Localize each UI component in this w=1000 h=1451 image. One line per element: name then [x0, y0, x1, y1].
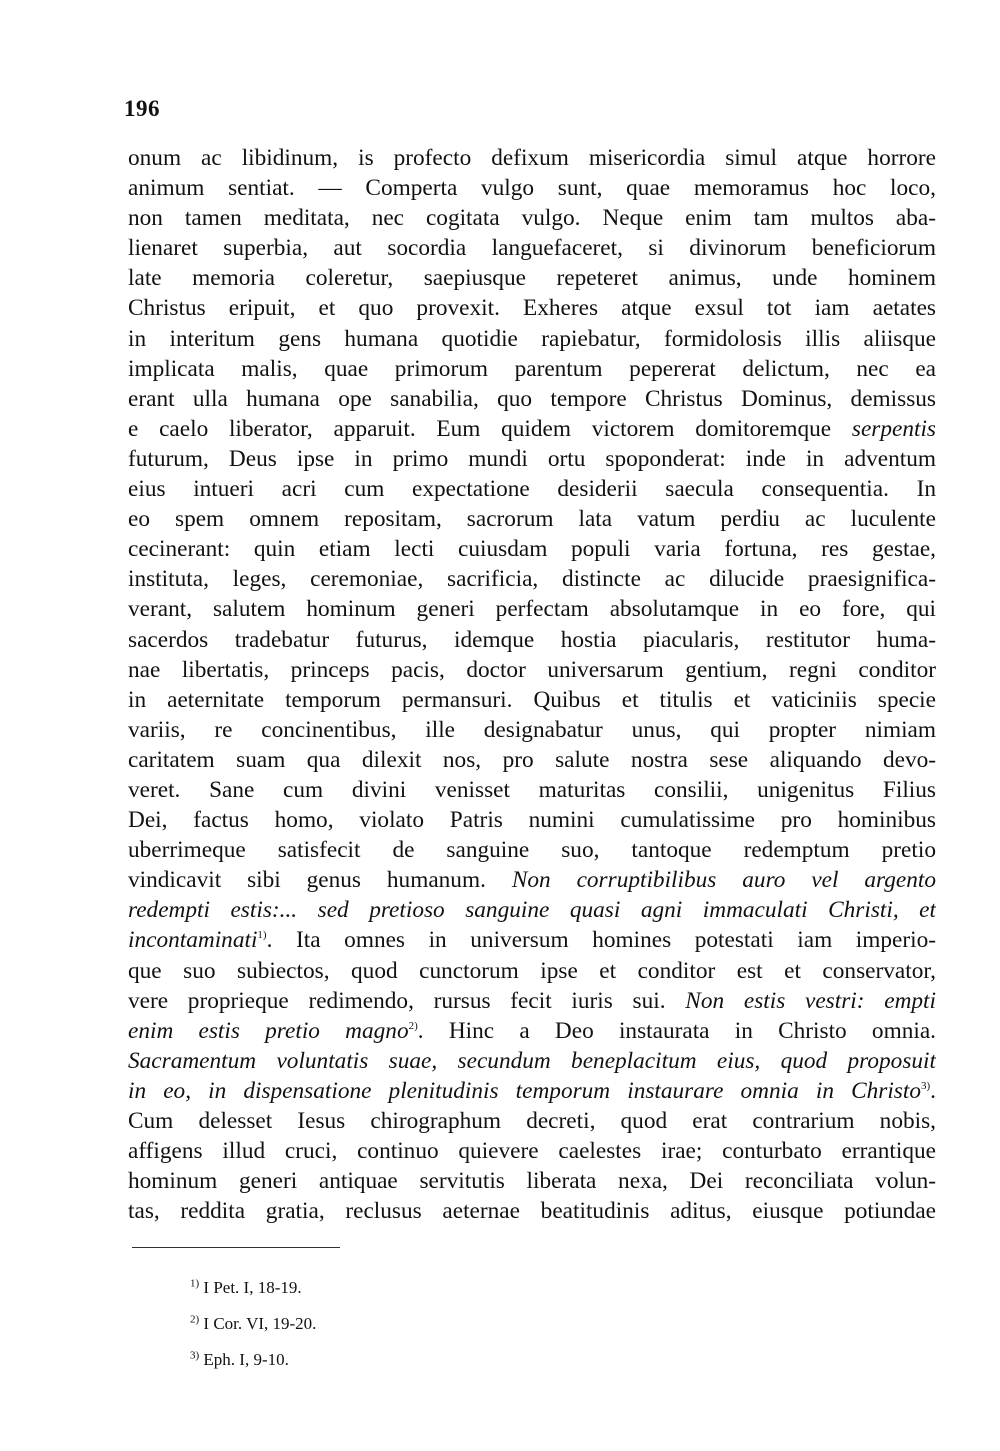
text-line: verant, salutem hominum generi perfectam absolutamque in eo fore, qui: [128, 596, 936, 623]
italic-quote-3b: in eo, in dispensatione plenitudinis temporum instaurare omnia in Christo: [128, 1077, 921, 1104]
text-line: in interitum gens humana quotidie rapiebatur, formidolosis illis aliisque: [128, 325, 936, 352]
text-line: futurum, Deus ipse in primo mundi ortu spoponderat: inde in adventum: [128, 445, 936, 472]
text-line: Cum delesset Iesus chirographum decreti, quod erat contrarium nobis,: [128, 1108, 936, 1134]
italic-quote-2b: enim estis pretio magno: [128, 1017, 409, 1044]
text-line-italic: [128, 895, 936, 925]
text-line: animum sentiat. — Comperta vulgo sunt, quae memoramus hoc loco,: [128, 175, 936, 202]
footnote-ref-2: 2): [408, 1019, 418, 1032]
text-line: onum ac libidinum, is profecto defixum misericordia simul atque horrore: [128, 145, 936, 171]
text-line: caritatem suam qua dilexit nos, pro salute nostra sese aliquando devo-: [128, 746, 936, 773]
text-line: hominum generi antiquae servitutis liberata nexa, Dei reconciliata volun-: [128, 1168, 936, 1195]
footnote-ref-3: 3): [921, 1080, 931, 1093]
italic-quote-1c: incontaminati: [128, 927, 258, 954]
text-line: uberrimeque satisfecit de sanguine suo, tantoque redemptum pretio: [128, 837, 936, 864]
footnote-mark: 2): [190, 1313, 200, 1326]
footnote-text: Eph. I, 9-10.: [203, 1350, 289, 1369]
text-line: erant ulla humana ope sanabilia, quo tempore Christus Dominus, demissus: [128, 385, 936, 412]
text-segment: Ita omnes in universum homines potestati iam imperio-: [296, 927, 936, 954]
text-line-with-italic: [128, 865, 936, 895]
text-line-italic: [128, 1046, 936, 1076]
text-line: late memoria coleretur, saepiusque repeteret animus, unde hominem: [128, 265, 936, 292]
text-line: affigens illud cruci, continuo quievere caelestes irae; conturbato errantique: [128, 1138, 936, 1165]
page-number: 196: [124, 96, 160, 121]
footnote-text: I Pet. I, 18-19.: [203, 1278, 302, 1297]
text-line-with-italic: [128, 986, 936, 1016]
footnote-3: [190, 1342, 316, 1378]
text-segment: Hinc a Deo instaurata in Christo omnia.: [448, 1017, 936, 1044]
text-line: Dei, factus homo, violato Patris numini cumulatissime pro hominibus: [128, 807, 936, 834]
text-line: cecinerant: quin etiam lecti cuiusdam populi varia fortuna, res gestae,: [128, 536, 936, 563]
footnote-ref-1: 1): [257, 929, 267, 942]
footnote-2: [190, 1306, 316, 1342]
text-line: non tamen meditata, nec cogitata vulgo. Neque enim tam multos aba-: [128, 205, 936, 232]
text-segment: vere proprieque redimendo, rursus fecit iuris sui.: [128, 987, 666, 1014]
text-line: instituta, leges, ceremoniae, sacrificia, distincte ac dilucide praesignifica-: [128, 566, 936, 593]
text-line-italic: in eo, in dispensatione plenitudinis temporum instaurare omnia in Christo$^{3)}$.: [128, 1077, 936, 1104]
text-line: in aeternitate temporum permansuri. Quibus et titulis et vaticiniis specie: [128, 686, 936, 713]
text-line: tas, reddita gratia, reclusus aeternae beatitudinis aditus, eiusque potiundae: [128, 1198, 936, 1225]
text-line-with-italic: enim estis pretio magno$^{2)}$. Hinc a Deo instaurata in Christo omnia.: [128, 1017, 936, 1044]
text-line-with-italic: [128, 414, 936, 444]
italic-quote-3a: Sacramentum voluntatis suae, secundum beneplacitum eius, quod proposuit: [128, 1047, 936, 1074]
body-text: [128, 143, 936, 1226]
italic-quote-1b: redempti estis:... sed pretioso sanguine quasi agni immaculati Christi, et: [128, 897, 936, 924]
footnote-mark: 3): [190, 1349, 200, 1362]
footnotes: [190, 1270, 316, 1378]
text-segment: e caelo liberator, apparuit. Eum quidem victorem domitoremque: [128, 415, 832, 442]
text-line: implicata malis, quae primorum parentum pepererat delictum, nec ea: [128, 355, 936, 382]
footnote-mark: 1): [190, 1277, 200, 1290]
footnote-divider: [132, 1247, 340, 1248]
text-line: veret. Sane cum divini venisset maturitas consilii, unigenitus Filius: [128, 776, 936, 803]
text-line: Christus eripuit, et quo provexit. Exheres atque exsul tot iam aetates: [128, 295, 936, 322]
text-line: que suo subiectos, quod cunctorum ipse et conditor est et conservator,: [128, 957, 936, 984]
text-line: sacerdos tradebatur futurus, idemque hostia piacularis, restitutor huma-: [128, 626, 936, 653]
footnote-1: [190, 1270, 316, 1306]
text-line: eius intueri acri cum expectatione desiderii saecula consequentia. In: [128, 476, 936, 503]
italic-quote-1a: Non corruptibilibus auro vel argento: [511, 867, 936, 894]
text-line: lienaret superbia, aut socordia languefaceret, si divinorum beneficiorum: [128, 235, 936, 262]
text-line-with-italic: incontaminati$^{1)}$. Ita omnes in universum homines potestati iam imperio-: [128, 927, 936, 954]
footnote-text: I Cor. VI, 19-20.: [203, 1314, 317, 1333]
italic-serpentis: serpentis: [851, 415, 936, 442]
text-line: eo spem omnem repositam, sacrorum lata vatum perdiu ac luculente: [128, 506, 936, 533]
italic-quote-2a: Non estis vestri: empti: [685, 987, 936, 1014]
text-segment: vindicavit sibi genus humanum.: [128, 867, 486, 894]
text-line: variis, re concinentibus, ille designabatur unus, qui propter nimiam: [128, 716, 936, 743]
text-line: nae libertatis, princeps pacis, doctor universarum gentium, regni conditor: [128, 656, 936, 683]
